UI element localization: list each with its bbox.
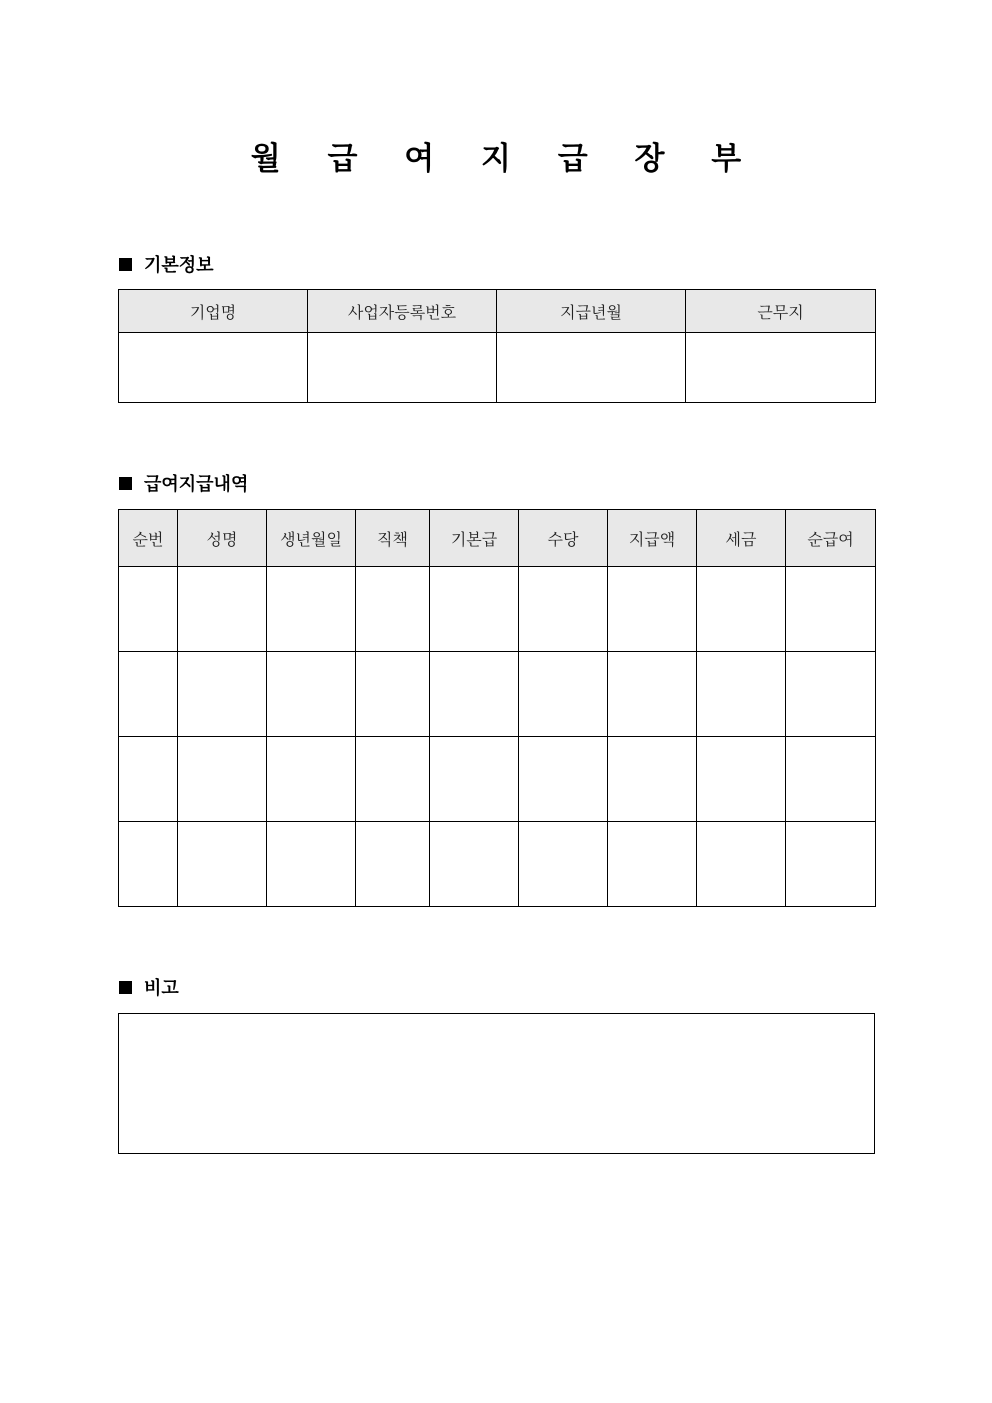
table-cell[interactable]	[697, 822, 786, 907]
table-cell[interactable]	[356, 737, 430, 822]
page-title: 월 급 여 지 급 장 부	[250, 141, 760, 177]
pay-year-month-field[interactable]	[497, 333, 686, 403]
table-row	[119, 737, 876, 822]
business-reg-number-field[interactable]	[308, 333, 497, 403]
table-cell[interactable]	[697, 737, 786, 822]
header-pay-year-month: 지급년월	[497, 290, 686, 333]
section-heading-label: 비고	[144, 978, 179, 999]
workplace-field[interactable]	[686, 333, 876, 403]
table-header-row	[119, 290, 876, 333]
table-cell[interactable]	[697, 652, 786, 737]
table-cell[interactable]	[267, 652, 356, 737]
header-allowance: 수당	[519, 510, 608, 567]
pay-details-table	[118, 509, 876, 907]
table-row	[119, 333, 876, 403]
black-square-icon	[119, 981, 132, 994]
table-cell[interactable]	[430, 567, 519, 652]
table-cell[interactable]	[430, 737, 519, 822]
table-cell[interactable]	[267, 822, 356, 907]
section-heading-label: 급여지급내역	[144, 474, 249, 495]
header-base-pay: 기본급	[430, 510, 519, 567]
table-cell[interactable]	[786, 737, 876, 822]
header-position: 직책	[356, 510, 430, 567]
header-pay-amount: 지급액	[608, 510, 697, 567]
section-heading-pay-details	[119, 471, 248, 495]
table-cell[interactable]	[608, 652, 697, 737]
table-row	[119, 567, 876, 652]
table-cell[interactable]	[356, 567, 430, 652]
header-workplace: 근무지	[686, 290, 876, 333]
header-birthdate: 생년월일	[267, 510, 356, 567]
table-cell[interactable]	[519, 652, 608, 737]
table-cell[interactable]	[697, 567, 786, 652]
section-heading-basic-info	[119, 252, 214, 276]
header-number: 순번	[119, 510, 178, 567]
header-company-name: 기업명	[119, 290, 308, 333]
section-heading-remarks	[119, 975, 179, 999]
table-row	[119, 652, 876, 737]
table-cell[interactable]	[519, 822, 608, 907]
table-cell[interactable]	[608, 737, 697, 822]
section-heading-label: 기본정보	[144, 255, 214, 276]
table-cell[interactable]	[178, 822, 267, 907]
table-cell[interactable]	[430, 822, 519, 907]
table-cell[interactable]	[178, 567, 267, 652]
basic-info-table	[118, 289, 876, 403]
header-name: 성명	[178, 510, 267, 567]
table-cell[interactable]	[519, 737, 608, 822]
header-business-reg-number: 사업자등록번호	[308, 290, 497, 333]
black-square-icon	[119, 258, 132, 271]
table-cell[interactable]	[119, 822, 178, 907]
table-cell[interactable]	[608, 567, 697, 652]
table-cell[interactable]	[786, 567, 876, 652]
table-cell[interactable]	[119, 567, 178, 652]
black-square-icon	[119, 477, 132, 490]
table-cell[interactable]	[119, 652, 178, 737]
table-cell[interactable]	[786, 822, 876, 907]
table-cell[interactable]	[519, 567, 608, 652]
table-cell[interactable]	[119, 737, 178, 822]
table-cell[interactable]	[267, 737, 356, 822]
table-cell[interactable]	[356, 822, 430, 907]
header-tax: 세금	[697, 510, 786, 567]
table-cell[interactable]	[267, 567, 356, 652]
table-cell[interactable]	[608, 822, 697, 907]
table-header-row	[119, 510, 876, 567]
table-cell[interactable]	[178, 737, 267, 822]
table-cell[interactable]	[430, 652, 519, 737]
table-cell[interactable]	[356, 652, 430, 737]
table-cell[interactable]	[178, 652, 267, 737]
remarks-field[interactable]	[118, 1013, 875, 1154]
header-net-pay: 순급여	[786, 510, 876, 567]
table-cell[interactable]	[786, 652, 876, 737]
company-name-field[interactable]	[119, 333, 308, 403]
table-row	[119, 822, 876, 907]
